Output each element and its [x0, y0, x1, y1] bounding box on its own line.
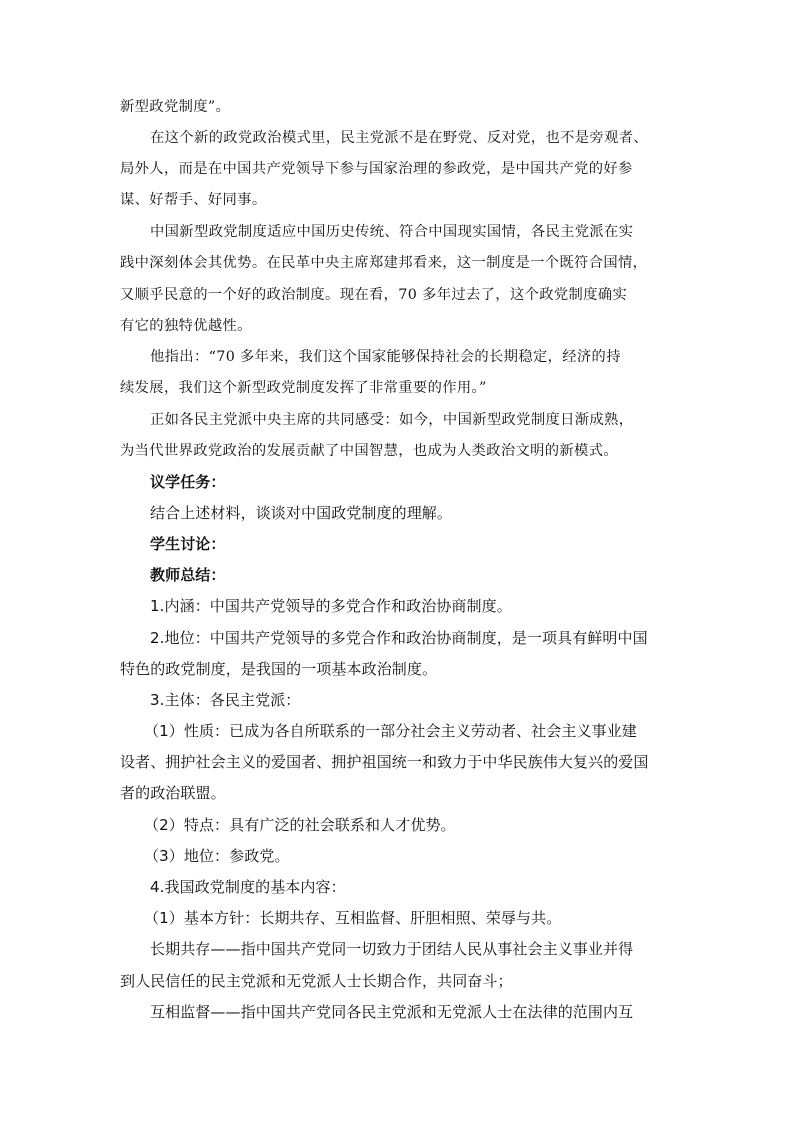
text-line: 设者、拥护社会主义的爱国者、拥护祖国统一和致力于中华民族伟大复兴的爱国 [120, 753, 649, 771]
text-line: 又顺乎民意的一个好的政治制度。现在看，70 多年过去了，这个政党制度确实 [120, 287, 628, 303]
text-line: 到人民信任的民主党派和无党派人士长期合作，共同奋斗； [120, 972, 513, 990]
text-line: 谋、好帮手、好同事。 [120, 192, 267, 208]
section-heading: 学生讨论： [150, 535, 226, 553]
text-line: 4.我国政党制度的基本内容： [150, 878, 346, 896]
section-heading: 教师总结： [150, 566, 226, 584]
text-line: 互相监督——指中国共产党同各民主党派和无党派人士在法律的范围内互 [150, 1003, 634, 1021]
text-line: （1）基本方针：长期共存、互相监督、肝胆相照、荣辱与共。 [144, 909, 562, 927]
text-line: 局外人，而是在中国共产党领导下参与国家治理的参政党，是中国共产党的好参 [120, 161, 633, 177]
text-line: 结合上述材料，谈谈对中国政党制度的理解。 [150, 504, 453, 522]
section-heading: 议学任务： [150, 473, 226, 491]
text-line: 正如各民主党派中央主席的共同感受：如今，中国新型政党制度日渐成熟， [150, 412, 634, 428]
text-line: 中国新型政党制度适应中国历史传统、符合中国现实国情，各民主党派在实 [150, 224, 634, 240]
text-line: 长期共存——指中国共产党同一切致力于团结人民从事社会主义事业并得 [150, 940, 634, 958]
text-line: （3）地位：参政党。 [144, 847, 290, 865]
text-line: 为当代世界政党政治的发展贡献了中国智慧，也成为人类政治文明的新模式。 [120, 443, 618, 459]
text-line: （2）特点：具有广泛的社会联系和人才优势。 [144, 816, 456, 834]
text-line: 践中深刻体会其优势。在民革中央主席郑建邦看来，这一制度是一个既符合国情， [120, 255, 648, 271]
text-line: （1）性质：已成为各自所联系的一部分社会主义劳动者、社会主义事业建 [144, 722, 637, 740]
text-line: 3.主体：各民主党派： [150, 691, 301, 709]
text-line: 他指出：“70 多年来，我们这个国家能够保持社会的长期稳定，经济的持 [150, 349, 621, 365]
text-line: 2.地位：中国共产党领导的多党合作和政治协商制度，是一项具有鲜明中国 [150, 629, 648, 647]
text-line: 在这个新的政党政治模式里，民主党派不是在野党、反对党，也不是旁观者、 [150, 130, 648, 146]
text-line: 续发展，我们这个新型政党制度发挥了非常重要的作用。” [120, 380, 487, 396]
text-line: 有它的独特优越性。 [120, 318, 252, 334]
text-line: 新型政党制度”。 [120, 99, 231, 115]
text-line: 者的政治联盟。 [120, 784, 226, 802]
text-line: 特色的政党制度，是我国的一项基本政治制度。 [120, 660, 438, 678]
text-line: 1.内涵：中国共产党领导的多党合作和政治协商制度。 [150, 597, 512, 615]
